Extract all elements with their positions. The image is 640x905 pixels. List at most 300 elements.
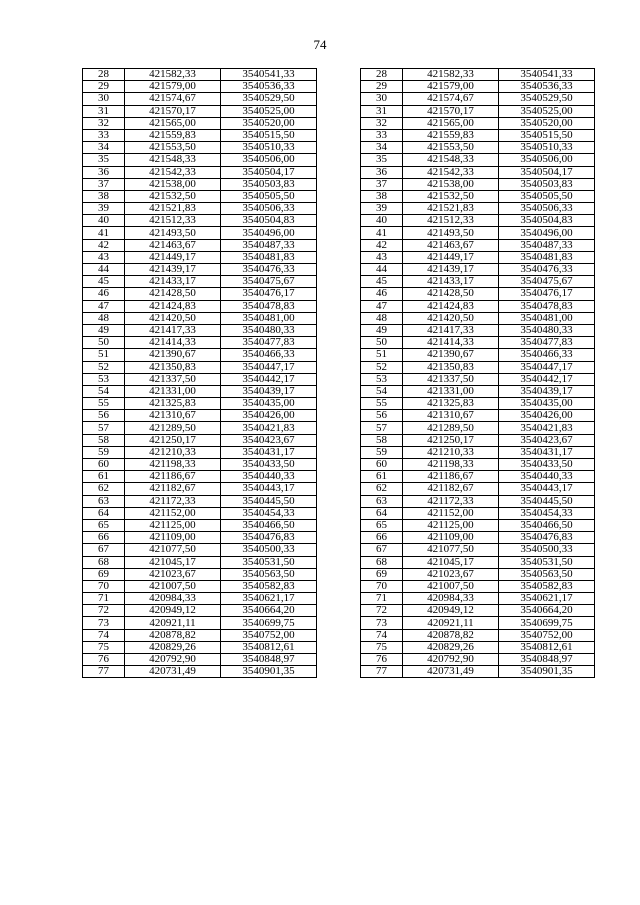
- left-y-coordinate-cell: 3540476,83: [221, 532, 317, 544]
- left-x-coordinate-cell: 421152,00: [125, 507, 221, 519]
- column-gap: [317, 337, 361, 349]
- right-point-number-cell: 40: [361, 215, 403, 227]
- left-x-coordinate-cell: 421433,17: [125, 276, 221, 288]
- left-y-coordinate-cell: 3540621,17: [221, 593, 317, 605]
- right-x-coordinate-cell: 421417,33: [403, 324, 499, 336]
- left-y-coordinate-cell: 3540475,67: [221, 276, 317, 288]
- left-x-coordinate-cell: 420921,11: [125, 617, 221, 629]
- left-x-coordinate-cell: 421172,33: [125, 495, 221, 507]
- left-x-coordinate-cell: 421582,33: [125, 69, 221, 81]
- right-y-coordinate-cell: 3540541,33: [499, 69, 595, 81]
- table-row: [83, 166, 595, 178]
- right-y-coordinate-cell: 3540481,83: [499, 251, 595, 263]
- right-y-coordinate-cell: 3540476,83: [499, 532, 595, 544]
- left-point-number-cell: 33: [83, 129, 125, 141]
- left-point-number-cell: 28: [83, 69, 125, 81]
- right-x-coordinate-cell: 420731,49: [403, 666, 499, 678]
- table-row: [83, 654, 595, 666]
- table-row: [83, 105, 595, 117]
- column-gap: [317, 471, 361, 483]
- column-gap: [317, 129, 361, 141]
- right-x-coordinate-cell: 421521,83: [403, 203, 499, 215]
- right-point-number-cell: 28: [361, 69, 403, 81]
- column-gap: [317, 556, 361, 568]
- left-point-number-cell: 67: [83, 544, 125, 556]
- left-y-coordinate-cell: 3540421,83: [221, 422, 317, 434]
- left-x-coordinate-cell: 421570,17: [125, 105, 221, 117]
- page-number: 74: [313, 37, 327, 52]
- right-x-coordinate-cell: 421532,50: [403, 190, 499, 202]
- left-y-coordinate-cell: 3540752,00: [221, 629, 317, 641]
- left-point-number-cell: 74: [83, 629, 125, 641]
- left-point-number-cell: 40: [83, 215, 125, 227]
- column-gap: [317, 410, 361, 422]
- right-y-coordinate-cell: 3540525,00: [499, 105, 595, 117]
- left-x-coordinate-cell: 420984,33: [125, 593, 221, 605]
- left-x-coordinate-cell: 420878,82: [125, 629, 221, 641]
- column-gap: [317, 459, 361, 471]
- table-row: [83, 142, 595, 154]
- table-row: [83, 251, 595, 263]
- right-point-number-cell: 68: [361, 556, 403, 568]
- right-y-coordinate-cell: 3540475,67: [499, 276, 595, 288]
- right-y-coordinate-cell: 3540476,17: [499, 288, 595, 300]
- left-y-coordinate-cell: 3540442,17: [221, 373, 317, 385]
- left-y-coordinate-cell: 3540510,33: [221, 142, 317, 154]
- left-y-coordinate-cell: 3540503,83: [221, 178, 317, 190]
- right-y-coordinate-cell: 3540582,83: [499, 580, 595, 592]
- right-point-number-cell: 66: [361, 532, 403, 544]
- right-x-coordinate-cell: 421548,33: [403, 154, 499, 166]
- left-point-number-cell: 69: [83, 568, 125, 580]
- left-x-coordinate-cell: 421542,33: [125, 166, 221, 178]
- left-y-coordinate-cell: 3540487,33: [221, 239, 317, 251]
- left-point-number-cell: 57: [83, 422, 125, 434]
- table-row: [83, 495, 595, 507]
- table-row: [83, 276, 595, 288]
- right-y-coordinate-cell: 3540848,97: [499, 654, 595, 666]
- right-y-coordinate-cell: 3540621,17: [499, 593, 595, 605]
- table-row: [83, 593, 595, 605]
- left-point-number-cell: 54: [83, 385, 125, 397]
- right-x-coordinate-cell: 421428,50: [403, 288, 499, 300]
- right-point-number-cell: 38: [361, 190, 403, 202]
- column-gap: [317, 580, 361, 592]
- left-y-coordinate-cell: 3540505,50: [221, 190, 317, 202]
- left-x-coordinate-cell: 421289,50: [125, 422, 221, 434]
- column-gap: [317, 605, 361, 617]
- left-x-coordinate-cell: 421325,83: [125, 398, 221, 410]
- right-point-number-cell: 76: [361, 654, 403, 666]
- left-y-coordinate-cell: 3540476,33: [221, 264, 317, 276]
- right-x-coordinate-cell: 420921,11: [403, 617, 499, 629]
- left-x-coordinate-cell: 421463,67: [125, 239, 221, 251]
- left-point-number-cell: 68: [83, 556, 125, 568]
- right-point-number-cell: 44: [361, 264, 403, 276]
- right-y-coordinate-cell: 3540812,61: [499, 641, 595, 653]
- left-y-coordinate-cell: 3540506,33: [221, 203, 317, 215]
- column-gap: [317, 519, 361, 531]
- left-y-coordinate-cell: 3540901,35: [221, 666, 317, 678]
- right-y-coordinate-cell: 3540520,00: [499, 117, 595, 129]
- left-x-coordinate-cell: 421077,50: [125, 544, 221, 556]
- right-point-number-cell: 31: [361, 105, 403, 117]
- right-y-coordinate-cell: 3540536,33: [499, 81, 595, 93]
- right-x-coordinate-cell: 421565,00: [403, 117, 499, 129]
- right-x-coordinate-cell: 421579,00: [403, 81, 499, 93]
- left-point-number-cell: 59: [83, 446, 125, 458]
- right-point-number-cell: 39: [361, 203, 403, 215]
- left-x-coordinate-cell: 421579,00: [125, 81, 221, 93]
- right-point-number-cell: 54: [361, 385, 403, 397]
- left-x-coordinate-cell: 421420,50: [125, 312, 221, 324]
- left-point-number-cell: 66: [83, 532, 125, 544]
- right-y-coordinate-cell: 3540504,17: [499, 166, 595, 178]
- left-y-coordinate-cell: 3540447,17: [221, 361, 317, 373]
- right-x-coordinate-cell: 421210,33: [403, 446, 499, 458]
- right-x-coordinate-cell: 421172,33: [403, 495, 499, 507]
- right-point-number-cell: 45: [361, 276, 403, 288]
- right-y-coordinate-cell: 3540466,50: [499, 519, 595, 531]
- table-row: [83, 264, 595, 276]
- left-x-coordinate-cell: 421337,50: [125, 373, 221, 385]
- left-point-number-cell: 65: [83, 519, 125, 531]
- column-gap: [317, 593, 361, 605]
- column-gap: [317, 446, 361, 458]
- right-y-coordinate-cell: 3540478,83: [499, 300, 595, 312]
- right-x-coordinate-cell: 421542,33: [403, 166, 499, 178]
- right-y-coordinate-cell: 3540447,17: [499, 361, 595, 373]
- column-gap: [317, 190, 361, 202]
- column-gap: [317, 215, 361, 227]
- left-x-coordinate-cell: 420792,90: [125, 654, 221, 666]
- right-y-coordinate-cell: 3540531,50: [499, 556, 595, 568]
- left-y-coordinate-cell: 3540481,00: [221, 312, 317, 324]
- column-gap: [317, 154, 361, 166]
- table-row: [83, 605, 595, 617]
- right-point-number-cell: 75: [361, 641, 403, 653]
- column-gap: [317, 544, 361, 556]
- right-y-coordinate-cell: 3540506,33: [499, 203, 595, 215]
- left-x-coordinate-cell: 421125,00: [125, 519, 221, 531]
- right-y-coordinate-cell: 3540477,83: [499, 337, 595, 349]
- left-y-coordinate-cell: 3540541,33: [221, 69, 317, 81]
- table-row: [83, 398, 595, 410]
- column-gap: [317, 276, 361, 288]
- left-point-number-cell: 71: [83, 593, 125, 605]
- right-point-number-cell: 51: [361, 349, 403, 361]
- right-point-number-cell: 43: [361, 251, 403, 263]
- left-y-coordinate-cell: 3540439,17: [221, 385, 317, 397]
- left-point-number-cell: 42: [83, 239, 125, 251]
- table-row: [83, 300, 595, 312]
- left-x-coordinate-cell: 421512,33: [125, 215, 221, 227]
- right-y-coordinate-cell: 3540439,17: [499, 385, 595, 397]
- column-gap: [317, 166, 361, 178]
- left-point-number-cell: 47: [83, 300, 125, 312]
- left-y-coordinate-cell: 3540699,75: [221, 617, 317, 629]
- right-point-number-cell: 52: [361, 361, 403, 373]
- table-row: [83, 580, 595, 592]
- right-x-coordinate-cell: 421152,00: [403, 507, 499, 519]
- right-x-coordinate-cell: 421289,50: [403, 422, 499, 434]
- right-x-coordinate-cell: 421570,17: [403, 105, 499, 117]
- right-x-coordinate-cell: 421198,33: [403, 459, 499, 471]
- left-point-number-cell: 53: [83, 373, 125, 385]
- right-y-coordinate-cell: 3540476,33: [499, 264, 595, 276]
- right-y-coordinate-cell: 3540699,75: [499, 617, 595, 629]
- column-gap: [317, 483, 361, 495]
- left-point-number-cell: 41: [83, 227, 125, 239]
- left-point-number-cell: 34: [83, 142, 125, 154]
- right-point-number-cell: 41: [361, 227, 403, 239]
- right-point-number-cell: 33: [361, 129, 403, 141]
- right-x-coordinate-cell: 420792,90: [403, 654, 499, 666]
- right-y-coordinate-cell: 3540500,33: [499, 544, 595, 556]
- table-row: [83, 203, 595, 215]
- left-y-coordinate-cell: 3540582,83: [221, 580, 317, 592]
- right-y-coordinate-cell: 3540503,83: [499, 178, 595, 190]
- coordinates-table: [82, 68, 595, 678]
- left-y-coordinate-cell: 3540423,67: [221, 434, 317, 446]
- right-x-coordinate-cell: 421538,00: [403, 178, 499, 190]
- left-x-coordinate-cell: 421493,50: [125, 227, 221, 239]
- right-point-number-cell: 77: [361, 666, 403, 678]
- left-y-coordinate-cell: 3540431,17: [221, 446, 317, 458]
- right-y-coordinate-cell: 3540506,00: [499, 154, 595, 166]
- right-x-coordinate-cell: 421414,33: [403, 337, 499, 349]
- right-x-coordinate-cell: 421250,17: [403, 434, 499, 446]
- column-gap: [317, 617, 361, 629]
- column-gap: [317, 251, 361, 263]
- left-point-number-cell: 76: [83, 654, 125, 666]
- table-row: [83, 459, 595, 471]
- table-row: [83, 568, 595, 580]
- right-point-number-cell: 58: [361, 434, 403, 446]
- left-point-number-cell: 60: [83, 459, 125, 471]
- right-x-coordinate-cell: 421186,67: [403, 471, 499, 483]
- left-y-coordinate-cell: 3540529,50: [221, 93, 317, 105]
- right-point-number-cell: 34: [361, 142, 403, 154]
- column-gap: [317, 81, 361, 93]
- table-row: [83, 215, 595, 227]
- right-y-coordinate-cell: 3540440,33: [499, 471, 595, 483]
- right-x-coordinate-cell: 421493,50: [403, 227, 499, 239]
- left-point-number-cell: 62: [83, 483, 125, 495]
- left-point-number-cell: 32: [83, 117, 125, 129]
- right-x-coordinate-cell: 421512,33: [403, 215, 499, 227]
- column-gap: [317, 422, 361, 434]
- table-row: [83, 544, 595, 556]
- right-y-coordinate-cell: 3540421,83: [499, 422, 595, 434]
- right-point-number-cell: 64: [361, 507, 403, 519]
- left-point-number-cell: 30: [83, 93, 125, 105]
- table-row: [83, 117, 595, 129]
- column-gap: [317, 227, 361, 239]
- right-y-coordinate-cell: 3540435,00: [499, 398, 595, 410]
- right-point-number-cell: 53: [361, 373, 403, 385]
- right-x-coordinate-cell: 421182,67: [403, 483, 499, 495]
- right-point-number-cell: 60: [361, 459, 403, 471]
- table-row: [83, 324, 595, 336]
- table-row: [83, 519, 595, 531]
- table-row: [83, 422, 595, 434]
- left-y-coordinate-cell: 3540504,83: [221, 215, 317, 227]
- column-gap: [317, 69, 361, 81]
- right-point-number-cell: 70: [361, 580, 403, 592]
- left-point-number-cell: 46: [83, 288, 125, 300]
- right-x-coordinate-cell: 421023,67: [403, 568, 499, 580]
- table-row: [83, 666, 595, 678]
- left-y-coordinate-cell: 3540525,00: [221, 105, 317, 117]
- table-row: [83, 556, 595, 568]
- left-y-coordinate-cell: 3540478,83: [221, 300, 317, 312]
- left-point-number-cell: 58: [83, 434, 125, 446]
- left-y-coordinate-cell: 3540426,00: [221, 410, 317, 422]
- left-y-coordinate-cell: 3540500,33: [221, 544, 317, 556]
- left-point-number-cell: 70: [83, 580, 125, 592]
- left-point-number-cell: 45: [83, 276, 125, 288]
- table-row: [83, 190, 595, 202]
- right-point-number-cell: 67: [361, 544, 403, 556]
- right-y-coordinate-cell: 3540481,00: [499, 312, 595, 324]
- table-row: [83, 483, 595, 495]
- left-point-number-cell: 36: [83, 166, 125, 178]
- left-x-coordinate-cell: 421210,33: [125, 446, 221, 458]
- right-point-number-cell: 48: [361, 312, 403, 324]
- table-row: [83, 337, 595, 349]
- table-row: [83, 446, 595, 458]
- right-y-coordinate-cell: 3540510,33: [499, 142, 595, 154]
- right-x-coordinate-cell: 421449,17: [403, 251, 499, 263]
- right-point-number-cell: 73: [361, 617, 403, 629]
- left-point-number-cell: 31: [83, 105, 125, 117]
- right-y-coordinate-cell: 3540515,50: [499, 129, 595, 141]
- right-point-number-cell: 69: [361, 568, 403, 580]
- right-point-number-cell: 74: [361, 629, 403, 641]
- right-point-number-cell: 61: [361, 471, 403, 483]
- right-point-number-cell: 55: [361, 398, 403, 410]
- left-y-coordinate-cell: 3540466,33: [221, 349, 317, 361]
- left-y-coordinate-cell: 3540531,50: [221, 556, 317, 568]
- column-gap: [317, 507, 361, 519]
- right-point-number-cell: 47: [361, 300, 403, 312]
- right-y-coordinate-cell: 3540752,00: [499, 629, 595, 641]
- left-x-coordinate-cell: 421331,00: [125, 385, 221, 397]
- left-point-number-cell: 35: [83, 154, 125, 166]
- right-y-coordinate-cell: 3540664,20: [499, 605, 595, 617]
- table-row: [83, 349, 595, 361]
- left-x-coordinate-cell: 420731,49: [125, 666, 221, 678]
- left-y-coordinate-cell: 3540848,97: [221, 654, 317, 666]
- column-gap: [317, 203, 361, 215]
- left-y-coordinate-cell: 3540563,50: [221, 568, 317, 580]
- left-x-coordinate-cell: 421565,00: [125, 117, 221, 129]
- table-row: [83, 434, 595, 446]
- table-row: [83, 69, 595, 81]
- column-gap: [317, 568, 361, 580]
- column-gap: [317, 142, 361, 154]
- left-point-number-cell: 49: [83, 324, 125, 336]
- left-x-coordinate-cell: 421439,17: [125, 264, 221, 276]
- table-row: [83, 288, 595, 300]
- column-gap: [317, 264, 361, 276]
- table-row: [83, 178, 595, 190]
- column-gap: [317, 629, 361, 641]
- left-point-number-cell: 29: [83, 81, 125, 93]
- column-gap: [317, 373, 361, 385]
- right-x-coordinate-cell: 420949,12: [403, 605, 499, 617]
- right-y-coordinate-cell: 3540901,35: [499, 666, 595, 678]
- column-gap: [317, 288, 361, 300]
- table-row: [83, 385, 595, 397]
- left-x-coordinate-cell: 421538,00: [125, 178, 221, 190]
- table-row: [83, 641, 595, 653]
- left-point-number-cell: 64: [83, 507, 125, 519]
- left-y-coordinate-cell: 3540443,17: [221, 483, 317, 495]
- right-point-number-cell: 35: [361, 154, 403, 166]
- right-point-number-cell: 46: [361, 288, 403, 300]
- column-gap: [317, 239, 361, 251]
- left-point-number-cell: 56: [83, 410, 125, 422]
- left-y-coordinate-cell: 3540504,17: [221, 166, 317, 178]
- left-point-number-cell: 73: [83, 617, 125, 629]
- left-x-coordinate-cell: 421390,67: [125, 349, 221, 361]
- table-row: [83, 129, 595, 141]
- right-y-coordinate-cell: 3540426,00: [499, 410, 595, 422]
- left-x-coordinate-cell: 421532,50: [125, 190, 221, 202]
- left-y-coordinate-cell: 3540477,83: [221, 337, 317, 349]
- left-x-coordinate-cell: 421007,50: [125, 580, 221, 592]
- right-x-coordinate-cell: 420984,33: [403, 593, 499, 605]
- table-row: [83, 154, 595, 166]
- right-point-number-cell: 37: [361, 178, 403, 190]
- left-y-coordinate-cell: 3540476,17: [221, 288, 317, 300]
- table-row: [83, 532, 595, 544]
- right-point-number-cell: 49: [361, 324, 403, 336]
- right-x-coordinate-cell: 421463,67: [403, 239, 499, 251]
- table-row: [83, 312, 595, 324]
- right-point-number-cell: 65: [361, 519, 403, 531]
- column-gap: [317, 324, 361, 336]
- left-y-coordinate-cell: 3540445,50: [221, 495, 317, 507]
- right-point-number-cell: 30: [361, 93, 403, 105]
- right-point-number-cell: 71: [361, 593, 403, 605]
- right-point-number-cell: 63: [361, 495, 403, 507]
- right-x-coordinate-cell: 420878,82: [403, 629, 499, 641]
- right-x-coordinate-cell: 421331,00: [403, 385, 499, 397]
- table-row: [83, 361, 595, 373]
- right-y-coordinate-cell: 3540529,50: [499, 93, 595, 105]
- right-x-coordinate-cell: 421390,67: [403, 349, 499, 361]
- right-y-coordinate-cell: 3540454,33: [499, 507, 595, 519]
- column-gap: [317, 641, 361, 653]
- left-y-coordinate-cell: 3540536,33: [221, 81, 317, 93]
- column-gap: [317, 312, 361, 324]
- left-x-coordinate-cell: 421250,17: [125, 434, 221, 446]
- left-point-number-cell: 39: [83, 203, 125, 215]
- left-point-number-cell: 61: [83, 471, 125, 483]
- left-point-number-cell: 38: [83, 190, 125, 202]
- right-point-number-cell: 29: [361, 81, 403, 93]
- right-x-coordinate-cell: 420829,26: [403, 641, 499, 653]
- right-x-coordinate-cell: 421045,17: [403, 556, 499, 568]
- left-point-number-cell: 44: [83, 264, 125, 276]
- left-y-coordinate-cell: 3540435,00: [221, 398, 317, 410]
- left-x-coordinate-cell: 421186,67: [125, 471, 221, 483]
- right-x-coordinate-cell: 421109,00: [403, 532, 499, 544]
- right-y-coordinate-cell: 3540487,33: [499, 239, 595, 251]
